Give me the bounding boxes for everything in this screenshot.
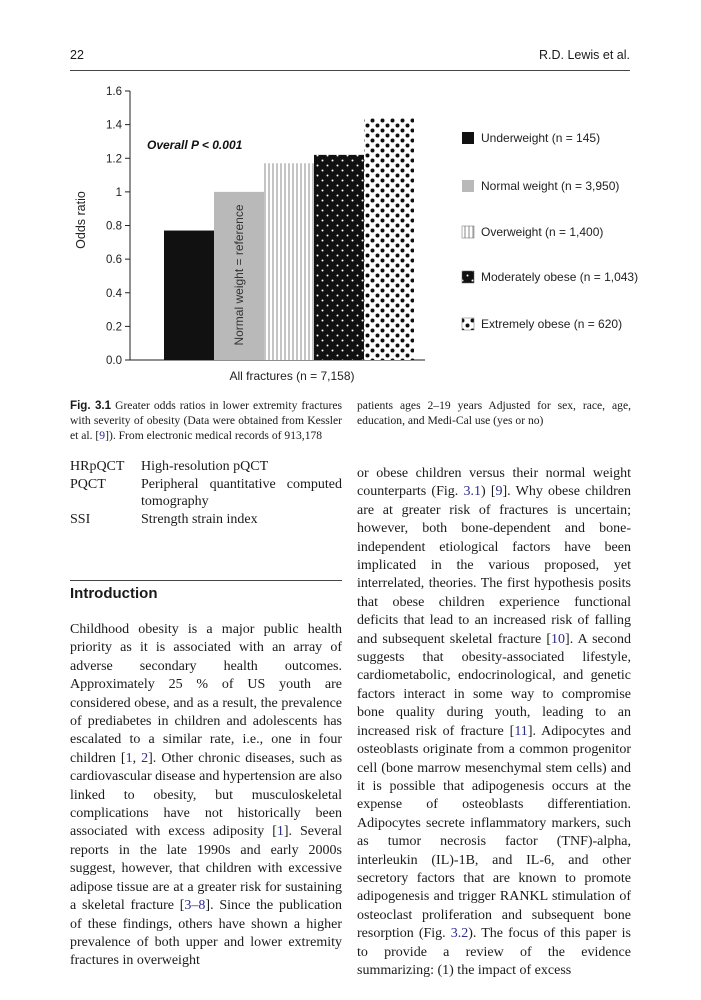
legend xyxy=(462,131,638,331)
abbreviation-term: HRpQCT xyxy=(70,459,125,474)
abbreviation-definition: Strength strain index xyxy=(141,511,258,527)
abbreviation-row xyxy=(70,511,342,529)
y-tick-label: 1.4 xyxy=(106,119,122,132)
legend-label: Normal weight (n = 3,950) xyxy=(481,179,620,193)
y-tick-label: 1.6 xyxy=(106,86,122,98)
header-rule xyxy=(70,70,630,71)
body-text: ]. A second suggests that obesity-associated lifestyle, cardiometabolic, endocrinological, and genetic factors interact in some way to compromise bone quality during youth, leading to an increased risk of fracture [ xyxy=(357,631,631,739)
y-tick-label: 0.2 xyxy=(106,321,122,334)
figure-link[interactable]: 3.1 xyxy=(463,484,481,500)
body-text: ]. Other chronic diseases, such as cardiovascular disease and hypertension are also linked to obesity, but musculoskeletal complications have not historically been associated with excess adiposity [ xyxy=(70,750,343,840)
legend-label: Moderately obese (n = 1,043) xyxy=(481,270,639,284)
figure-label: Fig. 3.1 xyxy=(70,399,112,412)
figure-caption-continued: patients ages 2–19 years Adjusted for sex, race, age, education, and Medi-Cal use (yes or no) xyxy=(357,399,631,427)
odds-ratio-chart xyxy=(60,78,660,388)
y-tick-label: 1 xyxy=(115,186,122,199)
intro-paragraph xyxy=(70,621,342,971)
citation-link[interactable]: 1 xyxy=(125,750,133,766)
body-text: ). The focus of this paper is to provide a review of the evidence summarizing: (1) the impact of excess xyxy=(357,926,631,978)
body-text: ]. Since the publication of these findings, others have shown a higher prevalence of both upper and lower extremity fractures in overweight xyxy=(70,898,343,969)
citation-link[interactable]: 3–8 xyxy=(184,898,206,914)
body-text: ]. Why obese children are at greater risk of fractures is uncertain; however, both bone-dependent and bone-independent etiological factors have been implicated in the various proposed, yet interrelated, theories. The first hypothesis posits that obese children experience functional deficits that lead to an increased risk of falling and subsequent skeletal fracture [ xyxy=(357,484,632,647)
y-axis-label: Odds ratio xyxy=(74,191,88,249)
abbreviation-term: SSI xyxy=(70,511,91,527)
legend-label: Underweight (n = 145) xyxy=(481,131,601,145)
bars xyxy=(164,118,414,360)
y-tick-label: 0.8 xyxy=(106,220,122,233)
y-tick-label: 0.6 xyxy=(106,254,122,267)
section-heading: Introduction xyxy=(70,585,158,602)
figure-link[interactable]: 3.2 xyxy=(450,926,469,942)
citation-link[interactable]: 9 xyxy=(495,484,503,500)
bar-underweight xyxy=(164,231,214,360)
figure-caption xyxy=(70,398,342,443)
page-number: 22 xyxy=(70,48,84,62)
caption-text: Greater odds ratios in lower extremity fractures with severity of obesity (Data were obtained from Kessler et al. [ xyxy=(70,399,342,442)
legend-swatch xyxy=(462,318,474,330)
running-author: R.D. Lewis et al. xyxy=(538,48,630,62)
right-column-paragraph xyxy=(357,465,631,980)
abbreviation-term: PQCT xyxy=(70,476,106,492)
body-text: ]. Several reports in the late 1990s and early 2000s suggest, however, that children with excessive adipose tissue are at a greater risk for sustaining a skeletal fracture [ xyxy=(70,824,342,914)
abbreviation-list xyxy=(70,458,342,528)
section-rule xyxy=(70,580,342,581)
legend-label: Extremely obese (n = 620) xyxy=(481,317,623,331)
bar-extremely-obese xyxy=(364,118,414,360)
body-text: or obese children versus their normal weight counterparts (Fig. xyxy=(357,466,631,500)
body-text: , xyxy=(132,750,142,766)
legend-swatch xyxy=(462,180,474,192)
abbreviation-definition-continued: tomography xyxy=(141,494,209,509)
body-text: ) [ xyxy=(480,484,496,500)
citation-link[interactable]: 11 xyxy=(514,723,528,739)
reference-bar-label: Normal weight = reference xyxy=(232,204,246,346)
x-axis-label: All fractures (n = 7,158) xyxy=(229,369,355,383)
y-tick-label: 1.2 xyxy=(106,153,122,166)
abbreviation-row xyxy=(70,476,342,494)
bar-moderately-obese xyxy=(314,155,364,360)
legend-swatch xyxy=(462,271,474,283)
legend-swatch xyxy=(462,132,474,144)
citation-link[interactable]: 2 xyxy=(141,750,149,766)
citation-link[interactable]: 9 xyxy=(99,429,106,442)
caption-text: ]). From electronic medical records of 913,178 xyxy=(105,429,323,442)
significance-annotation: Overall P < 0.001 xyxy=(147,138,243,152)
y-tick-label: 0.4 xyxy=(106,287,122,300)
abbreviation-definition: High-resolution pQCT xyxy=(141,459,269,474)
body-text: ]. Adipocytes and osteoblasts originate from a common progenitor cell (bone marrow mesenchymal stem cells) and it is possible that adipogenesis occurs at the expense of osteoblasts differentiation. Adipocytes secrete inflammatory markers, such as tumor necrosis factor (TNF)-alpha, interleukin (IL)-1B, and IL-6, and other secretory factors that are known to promote adipogenesis and trigger RANKL stimulation of osteoclast proliferation and subsequent bone resorption (Fig. xyxy=(357,723,631,942)
y-tick-label: 0.0 xyxy=(106,355,122,367)
abbreviation-definition: Peripheral quantitative computed xyxy=(141,476,342,492)
bar-overweight xyxy=(264,163,314,360)
legend-swatch xyxy=(462,226,474,238)
abbreviation-row xyxy=(70,493,342,511)
body-text: Childhood obesity is a major public health priority as it is associated with an array of adverse secondary health outcomes. Approximately 25 % of US youth are considered obese, and as a result, the prevalence of prediabetes in children and adolescents has escalated to a similar rate, i.e., one in four children [ xyxy=(70,622,342,766)
abbreviation-row xyxy=(70,458,342,476)
citation-link[interactable]: 1 xyxy=(276,824,284,840)
legend-label: Overweight (n = 1,400) xyxy=(481,225,604,239)
citation-link[interactable]: 10 xyxy=(551,631,566,647)
